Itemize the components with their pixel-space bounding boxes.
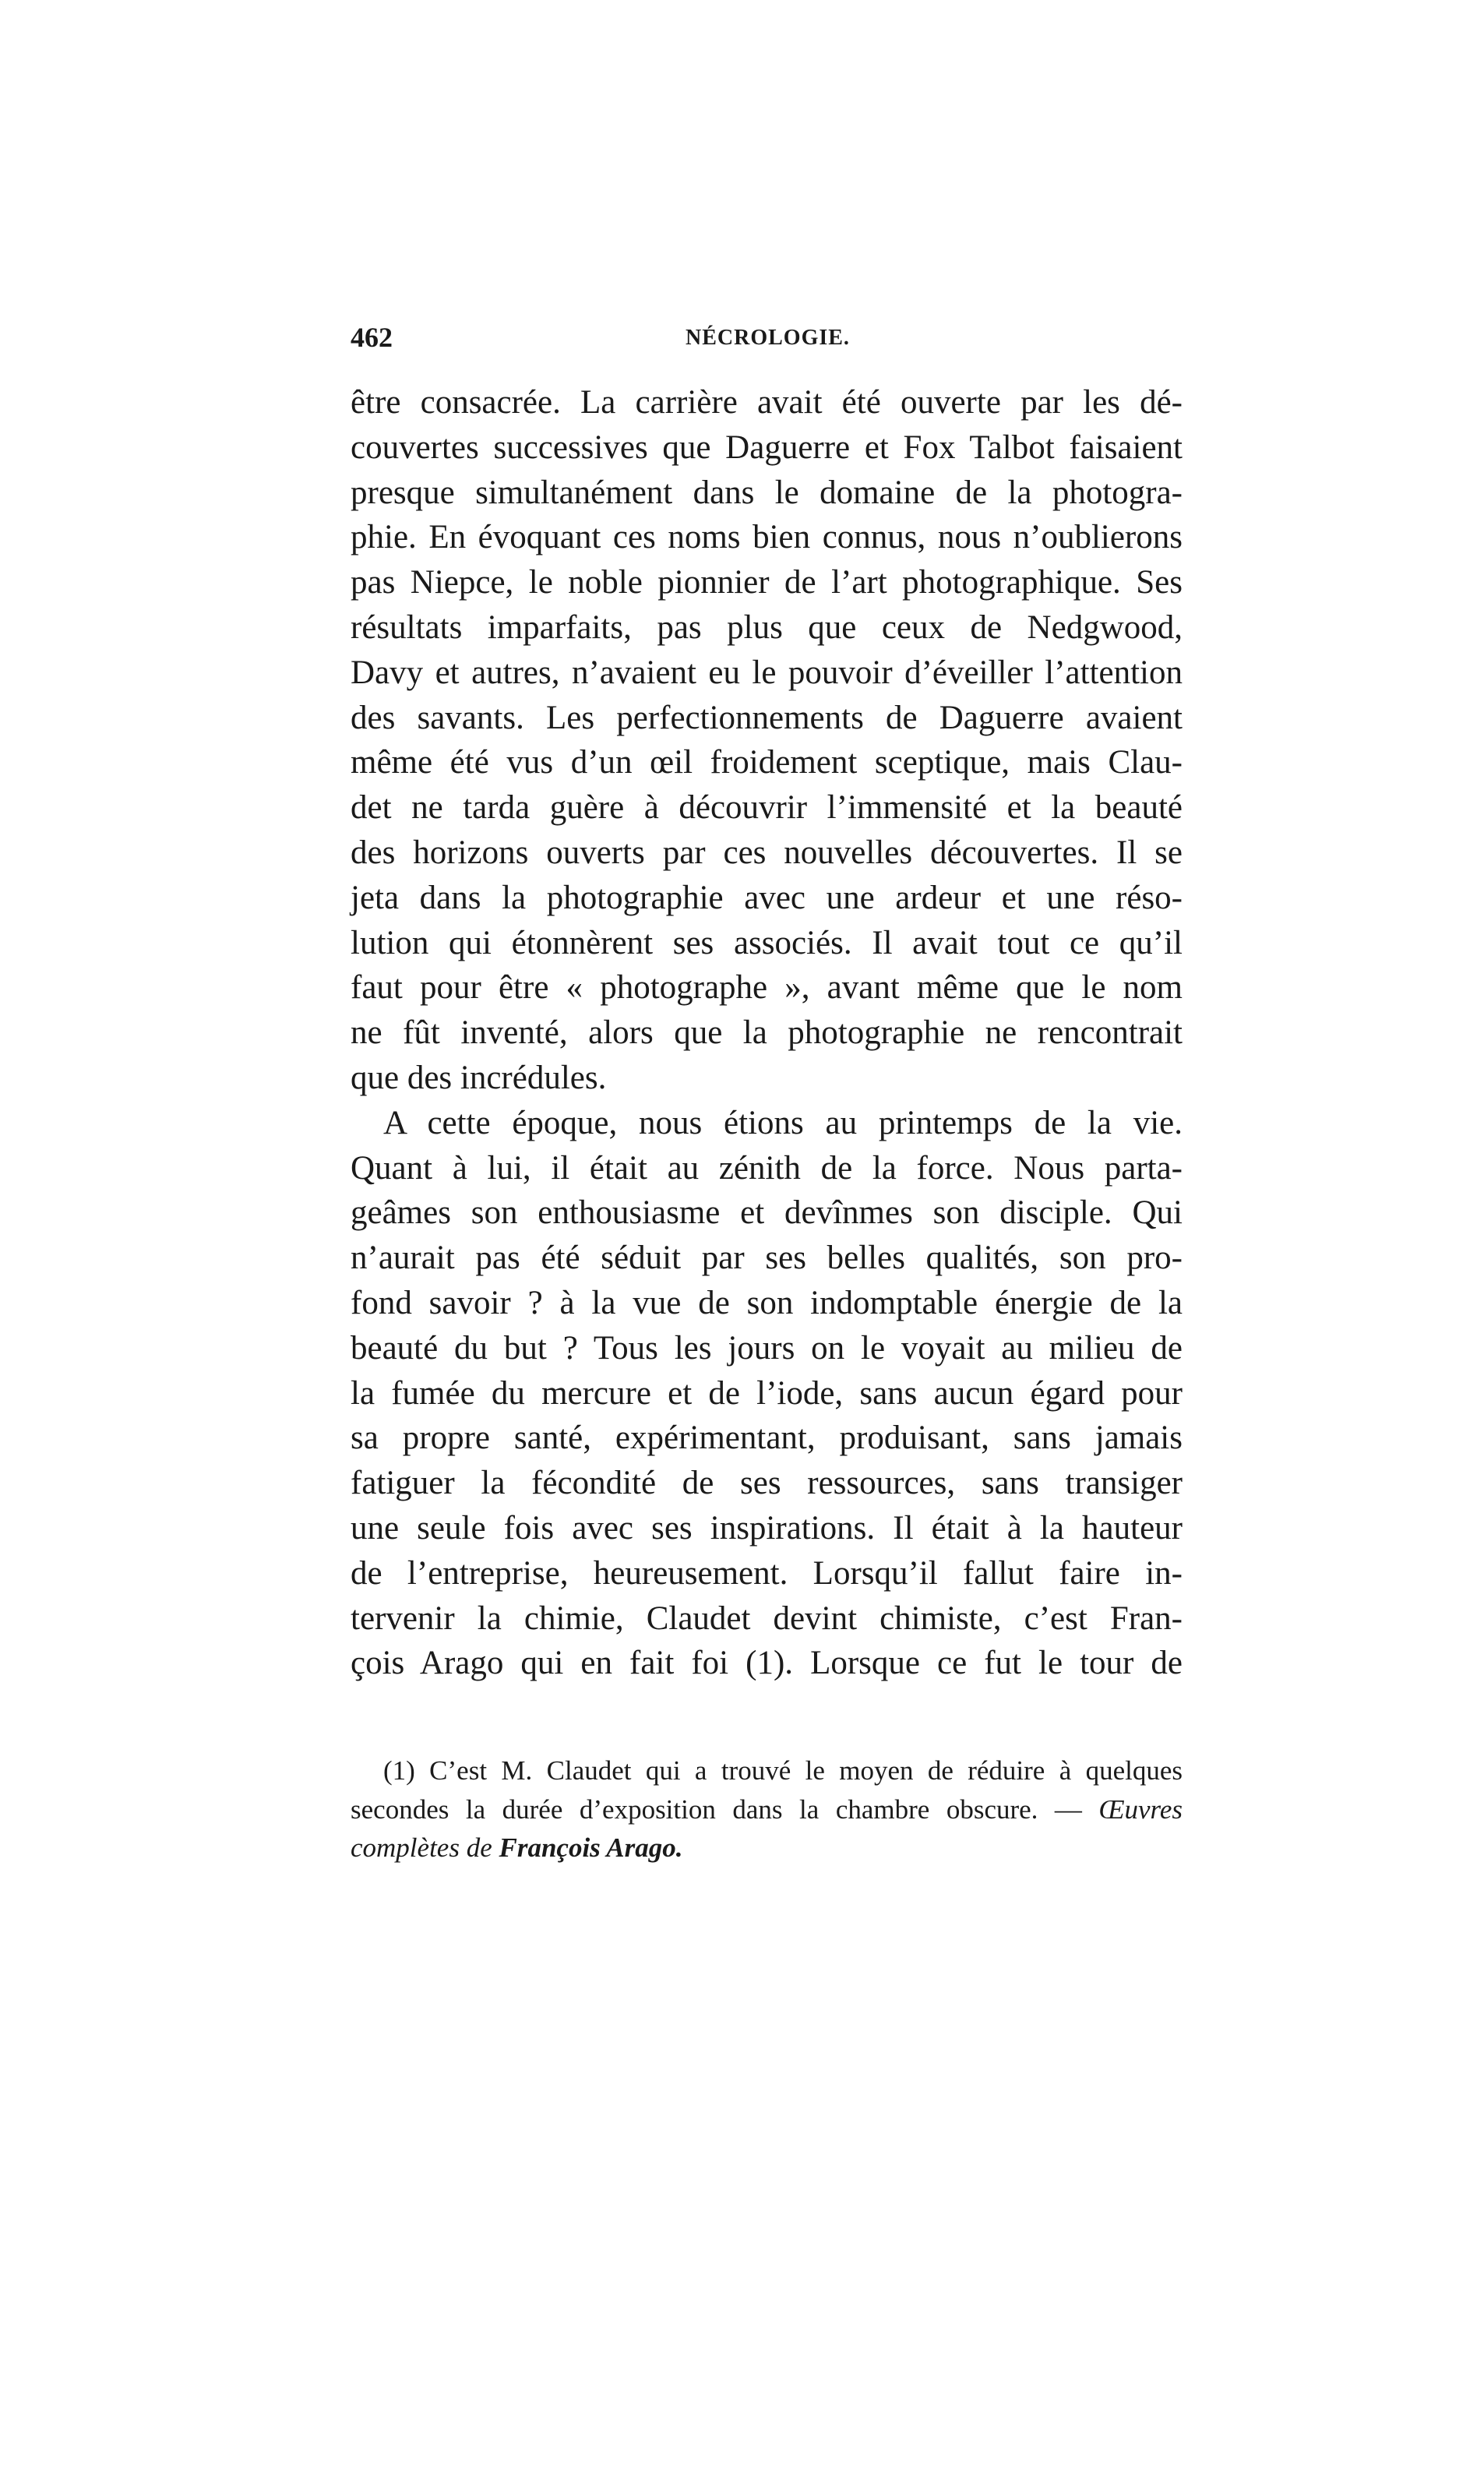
page-number: 462 [351, 322, 393, 353]
text-line: même été vus d’un œil froidement sceptique, mais Clau- [351, 744, 1183, 781]
text-line: tervenir la chimie, Claudet devint chimiste, c’est Fran- [351, 1599, 1183, 1637]
body-text [351, 380, 1183, 1686]
text-line: sa propre santé, expérimentant, produisant, sans jamais [351, 1420, 1183, 1457]
text-line: presque simultanément dans le domaine de la photogra- [351, 474, 1183, 511]
text-line: des savants. Les perfectionnements de Daguerre avaient [351, 699, 1183, 736]
text-line: geâmes son enthousiasme et devînmes son disciple. Qui [351, 1194, 1183, 1232]
text-line: la fumée du mercure et de l’iode, sans aucun égard pour [351, 1374, 1183, 1412]
text-line: beauté du but ? Tous les jours on le voyait au milieu de [351, 1329, 1183, 1367]
footnote-italic: Œuvres [1098, 1793, 1183, 1825]
text-line: résultats imparfaits, pas plus que ceux de Nedgwood, [351, 608, 1183, 646]
footnote-line: (1) C’est M. Claudet qui a trouvé le moyen de réduire à quelques [383, 1755, 1183, 1786]
footnote-line [351, 1829, 1183, 1868]
text-line: det ne tarda guère à découvrir l’immensité et la beauté [351, 789, 1183, 827]
footnote-bold-italic: François Arago. [499, 1832, 683, 1863]
text-line: Quant à lui, il était au zénith de la force. Nous parta- [351, 1149, 1183, 1187]
text-line: être consacrée. La carrière avait été ouverte par les dé- [351, 384, 1183, 421]
text-line: pas Niepce, le noble pionnier de l’art photographique. Ses [351, 564, 1183, 601]
text-line: fatiguer la fécondité de ses ressources, sans transiger [351, 1465, 1183, 1502]
text-line: phie. En évoquant ces noms bien connus, nous n’oublierons [351, 519, 1183, 556]
text-line: çois Arago qui en fait foi (1). Lorsque ce fut le tour de [351, 1645, 1183, 1682]
text-line: n’aurait pas été séduit par ses belles qualités, son pro- [351, 1240, 1183, 1277]
footnote [351, 1751, 1183, 1868]
text-line: lution qui étonnèrent ses associés. Il avait tout ce qu’il [351, 924, 1183, 961]
text-line: couvertes successives que Daguerre et Fox Talbot faisaient [351, 429, 1183, 466]
text-line: que des incrédules. [351, 1059, 607, 1096]
text-line: A cette époque, nous étions au printemps de la vie. [383, 1104, 1183, 1141]
text-line: jeta dans la photographie avec une ardeur et une réso- [351, 879, 1183, 916]
text-line: Davy et autres, n’avaient eu le pouvoir d’éveiller l’attention [351, 654, 1183, 691]
text-line: faut pour être « photographe », avant même que le nom [351, 969, 1183, 1007]
text-line: des horizons ouverts par ces nouvelles découvertes. Il se [351, 834, 1183, 871]
footnote-text: secondes la durée d’exposition dans la chambre obscure. — [351, 1793, 1082, 1825]
text-line: ne fût inventé, alors que la photographie ne rencontrait [351, 1014, 1183, 1052]
footnote-italic: complètes de [351, 1832, 492, 1863]
running-head: NÉCROLOGIE. [686, 326, 850, 350]
text-line: une seule fois avec ses inspirations. Il était à la hauteur [351, 1509, 1183, 1547]
footnote-line [351, 1790, 1183, 1829]
text-line: de l’entreprise, heureusement. Lorsqu’il fallut faire in- [351, 1554, 1183, 1592]
text-line: fond savoir ? à la vue de son indomptable énergie de la [351, 1284, 1183, 1321]
